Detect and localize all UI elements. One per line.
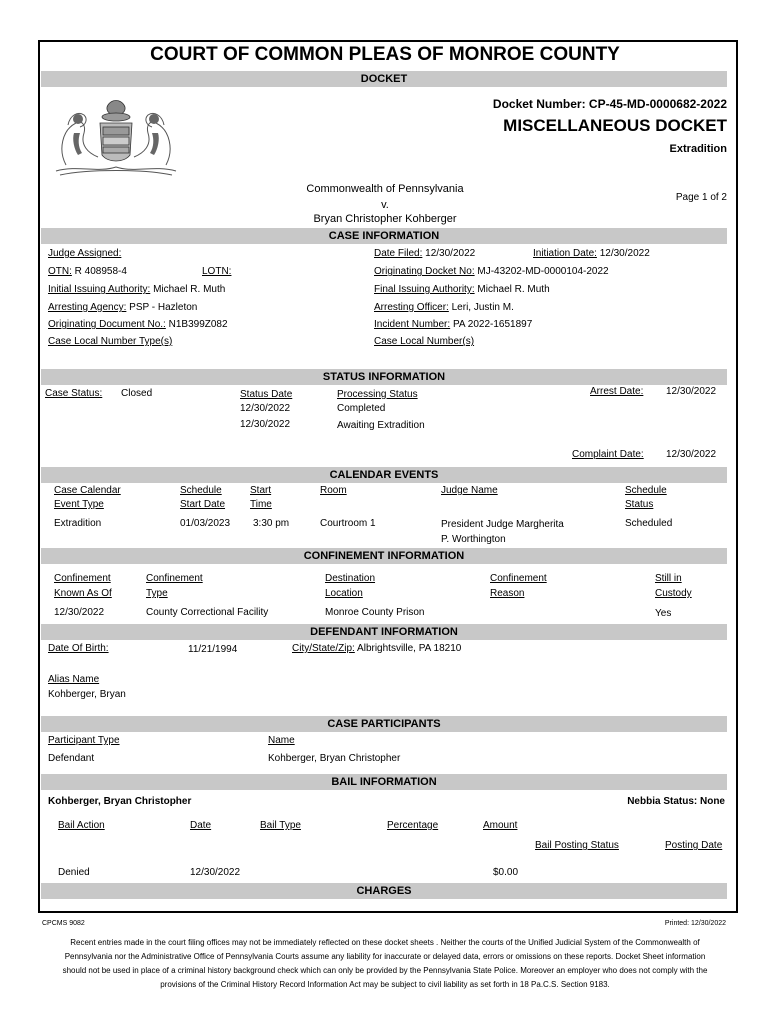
confinement-h-reason-1: Confinement xyxy=(490,573,547,584)
initiation-date-value: 12/30/2022 xyxy=(599,248,650,259)
otn-label: OTN: xyxy=(48,266,72,277)
date-filed-value: 12/30/2022 xyxy=(425,248,476,259)
calendar-h-room: Room xyxy=(320,485,347,496)
calendar-h-sched-1: Schedule xyxy=(180,485,222,496)
dob-value: 11/21/1994 xyxy=(188,644,238,655)
case-local-number-label: Case Local Number(s) xyxy=(374,336,475,347)
calendar-h-judge: Judge Name xyxy=(441,485,498,496)
bail-h-action: Bail Action xyxy=(58,820,105,831)
incident-number-row xyxy=(374,319,532,330)
confinement-h-dest-1: Destination xyxy=(325,573,376,584)
caption-plaintiff: Commonwealth of Pennsylvania xyxy=(306,183,464,195)
calendar-start-date: 01/03/2023 xyxy=(180,518,231,529)
confinement-h-dest-2: Location xyxy=(325,588,363,599)
case-local-type-label: Case Local Number Type(s) xyxy=(48,336,173,347)
orig-doc-row xyxy=(48,319,228,330)
calendar-h-start-1: Start xyxy=(250,485,272,496)
calendar-judge-2: P. Worthington xyxy=(441,534,506,545)
bail-h-posting-date: Posting Date xyxy=(665,840,723,851)
alias-label: Alias Name xyxy=(48,674,100,685)
bail-h-type: Bail Type xyxy=(260,820,301,831)
defendant-information-bar: DEFENDANT INFORMATION xyxy=(41,624,727,640)
bail-h-amount: Amount xyxy=(483,820,518,831)
city-row xyxy=(292,643,461,654)
initial-issuing-label: Initial Issuing Authority: xyxy=(48,284,151,295)
orig-docket-row xyxy=(374,266,609,277)
printed-date: Printed: 12/30/2022 xyxy=(664,920,726,927)
docket-number: Docket Number: CP-45-MD-0000682-2022 xyxy=(492,97,727,111)
city-value: Albrightsville, PA 18210 xyxy=(357,643,462,654)
complaint-date-value: 12/30/2022 xyxy=(666,449,717,460)
arresting-officer-value: Leri, Justin M. xyxy=(451,302,514,313)
judge-assigned-label: Judge Assigned: xyxy=(48,248,122,259)
processing-status-label: Processing Status xyxy=(337,389,418,400)
arresting-agency-label: Arresting Agency: xyxy=(48,302,127,313)
confinement-h-custody-1: Still in xyxy=(655,573,682,584)
arresting-officer-label: Arresting Officer: xyxy=(374,302,449,313)
arresting-agency-value: PSP - Hazleton xyxy=(129,302,198,313)
processing-status-1: Completed xyxy=(337,403,386,414)
charges-bar: CHARGES xyxy=(41,883,727,899)
calendar-start-time: 3:30 pm xyxy=(253,518,290,529)
nebbia-status: Nebbia Status: None xyxy=(627,796,725,807)
processing-status-2: Awaiting Extradition xyxy=(337,420,425,431)
bail-h-posting-status: Bail Posting Status xyxy=(535,840,619,851)
calendar-h-status-1: Schedule xyxy=(625,485,667,496)
bail-action: Denied xyxy=(58,867,90,878)
calendar-h-event-type-2: Event Type xyxy=(54,499,104,510)
caption-defendant: Bryan Christopher Kohberger xyxy=(313,213,457,225)
calendar-h-event-type-1: Case Calendar xyxy=(54,485,121,496)
initial-issuing-value: Michael R. Muth xyxy=(153,284,226,295)
confinement-h-known-2: Known As Of xyxy=(54,588,112,599)
confinement-h-custody-2: Custody xyxy=(655,588,692,599)
calendar-event-type: Extradition xyxy=(54,518,102,529)
otn-value: R 408958-4 xyxy=(74,266,127,277)
incident-number-value: PA 2022-1651897 xyxy=(452,319,533,330)
participant-type-label: Participant Type xyxy=(48,735,120,746)
bail-h-date: Date xyxy=(190,820,212,831)
calendar-room: Courtroom 1 xyxy=(320,518,376,529)
confinement-h-type-2: Type xyxy=(146,588,168,599)
docket-type: MISCELLANEOUS DOCKET xyxy=(503,116,727,135)
bail-information-bar: BAIL INFORMATION xyxy=(41,774,727,790)
orig-doc-label: Originating Document No.: xyxy=(48,319,166,330)
arrest-date-label: Arrest Date: xyxy=(590,386,644,397)
docket-subtype: Extradition xyxy=(669,143,727,155)
initial-issuing-row xyxy=(48,284,225,295)
disclaimer-text: Recent entries made in the court filing offices may not be immediately reflected on these docket sheets . Neither the courts of the Unified Judicial System of the Commonwealth of Pennsylvania nor the Administrative Office of Pennsylvania Courts assume any liability for inaccurate or delayed data, errors or omissions on these reports. Docket Sheet information should not be used in place of a criminal history background check which can only be provided by the Pennsylvania State Police. Moreover an employer who does not comply with the provisions of the Criminal History Record Information Act may be subject to civil liability as set forth in 18 Pa.C.S. Section 9183. xyxy=(62,938,708,989)
orig-doc-value: N1B399Z082 xyxy=(168,319,228,330)
confinement-h-type-1: Confinement xyxy=(146,573,203,584)
complaint-date-label: Complaint Date: xyxy=(572,449,644,460)
status-information-bar: STATUS INFORMATION xyxy=(41,369,727,385)
case-information-bar: CASE INFORMATION xyxy=(41,228,727,244)
incident-number-label: Incident Number: xyxy=(374,319,451,330)
confinement-custody: Yes xyxy=(655,608,672,619)
confinement-h-known-1: Confinement xyxy=(54,573,111,584)
participant-name-value: Kohberger, Bryan Christopher xyxy=(268,753,401,764)
arresting-agency-row xyxy=(48,302,197,313)
dob-label: Date Of Birth: xyxy=(48,643,109,654)
confinement-information-bar: CONFINEMENT INFORMATION xyxy=(41,548,727,564)
alias-value: Kohberger, Bryan xyxy=(48,689,126,700)
calendar-h-sched-2: Start Date xyxy=(180,499,226,510)
lotn-label: LOTN: xyxy=(202,266,232,277)
participant-name-label: Name xyxy=(268,735,295,746)
calendar-events-bar: CALENDAR EVENTS xyxy=(41,467,727,483)
page-label: Page 1 of 2 xyxy=(675,192,727,203)
case-status-value: Closed xyxy=(121,388,153,399)
confinement-h-reason-2: Reason xyxy=(490,588,525,599)
court-title: COURT OF COMMON PLEAS OF MONROE COUNTY xyxy=(150,44,620,65)
pennsylvania-seal-icon xyxy=(48,95,184,177)
caption-versus: v. xyxy=(381,199,389,211)
final-issuing-row xyxy=(374,284,550,295)
docket-bar: DOCKET xyxy=(41,71,727,87)
confinement-known-as-of: 12/30/2022 xyxy=(54,607,105,618)
final-issuing-value: Michael R. Muth xyxy=(477,284,550,295)
case-participants-bar: CASE PARTICIPANTS xyxy=(41,716,727,732)
city-label: City/State/Zip: xyxy=(292,643,355,654)
otn-row xyxy=(48,266,127,277)
initiation-date-label: Initiation Date: xyxy=(533,248,597,259)
calendar-h-start-2: Time xyxy=(250,499,272,510)
calendar-h-status-2: Status xyxy=(625,499,654,510)
date-filed-label: Date Filed: xyxy=(374,248,423,259)
status-date-label: Status Date xyxy=(240,389,293,400)
bail-amount: $0.00 xyxy=(493,867,519,878)
arresting-officer-row xyxy=(374,302,514,313)
bail-h-percentage: Percentage xyxy=(387,820,439,831)
bail-date: 12/30/2022 xyxy=(190,867,241,878)
calendar-judge-1: President Judge Margherita xyxy=(441,519,564,530)
participant-type-value: Defendant xyxy=(48,753,95,764)
confinement-destination: Monroe County Prison xyxy=(325,607,425,618)
arrest-date-value: 12/30/2022 xyxy=(666,386,717,397)
case-status-label: Case Status: xyxy=(45,388,103,399)
calendar-status: Scheduled xyxy=(625,518,673,529)
orig-docket-label: Originating Docket No: xyxy=(374,266,475,277)
bail-person: Kohberger, Bryan Christopher xyxy=(48,796,192,807)
orig-docket-value: MJ-43202-MD-0000104-2022 xyxy=(477,266,609,277)
date-filed-row xyxy=(374,248,475,259)
form-id: CPCMS 9082 xyxy=(42,920,85,927)
confinement-type: County Correctional Facility xyxy=(146,607,269,618)
final-issuing-label: Final Issuing Authority: xyxy=(374,284,475,295)
status-date-2: 12/30/2022 xyxy=(240,419,291,430)
status-date-1: 12/30/2022 xyxy=(240,403,291,414)
initiation-date-row xyxy=(533,248,650,259)
